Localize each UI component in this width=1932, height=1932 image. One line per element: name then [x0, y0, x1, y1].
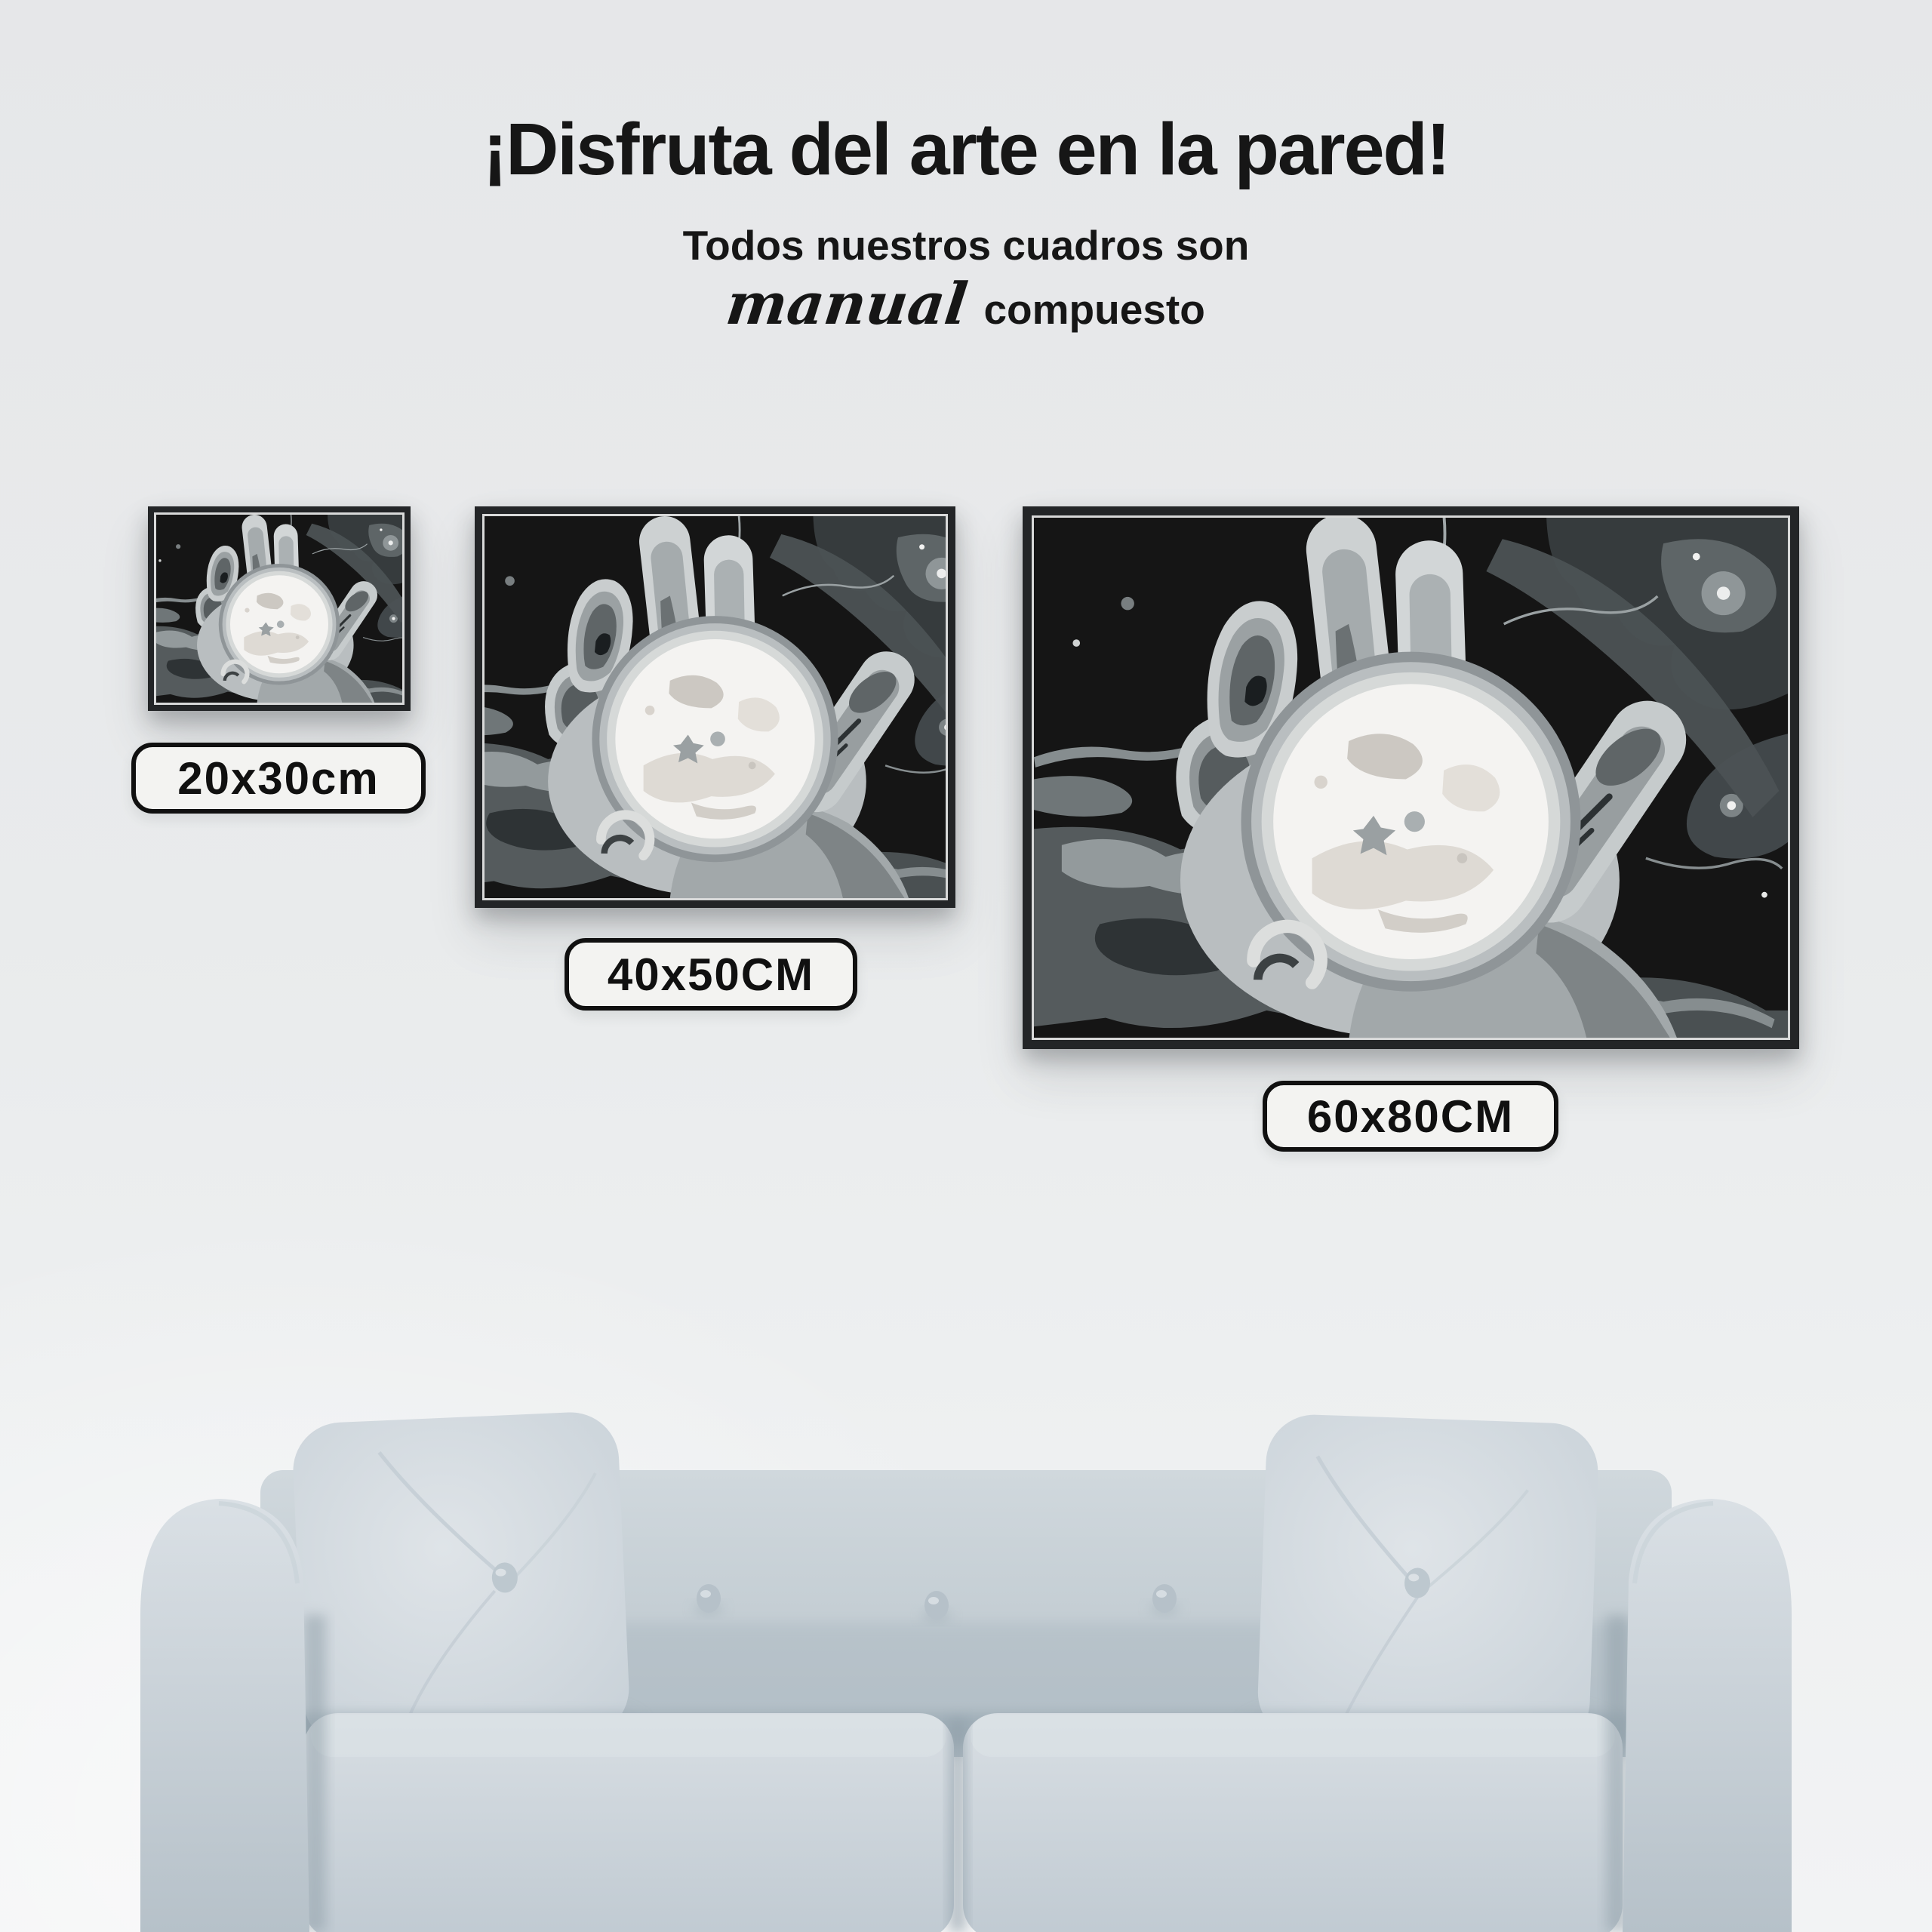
- tagline: [0, 270, 1932, 337]
- size-badge-20x30: 20x30cm: [131, 743, 426, 814]
- page-title: ¡Disfruta del arte en la pared!: [482, 108, 1450, 190]
- subtitle: Todos nuestros cuadros son: [682, 222, 1250, 269]
- sofa-seat-cushions: [303, 1713, 1623, 1932]
- canvas-artwork-large: [1032, 515, 1790, 1040]
- canvas-artwork-medium: [482, 514, 948, 900]
- canvas-frame-20x30: [148, 506, 411, 711]
- canvas-artwork-small: [154, 512, 405, 705]
- size-badge-40x50: 40x50CM: [565, 938, 857, 1011]
- tagline-rest: compuesto: [983, 286, 1205, 333]
- sofa-pillow-right: [1257, 1413, 1600, 1750]
- canvas-frame-40x50: [475, 506, 955, 908]
- tagline-handwritten-word: manual: [722, 270, 971, 337]
- sofa-arm-left: [140, 1499, 326, 1932]
- sofa-pillow-left: [291, 1411, 631, 1749]
- sofa-arm-right: [1606, 1499, 1792, 1932]
- canvas-frame-60x80: [1023, 506, 1799, 1049]
- sofa-illustration: [106, 1389, 1826, 1932]
- size-badge-60x80: 60x80CM: [1263, 1081, 1558, 1152]
